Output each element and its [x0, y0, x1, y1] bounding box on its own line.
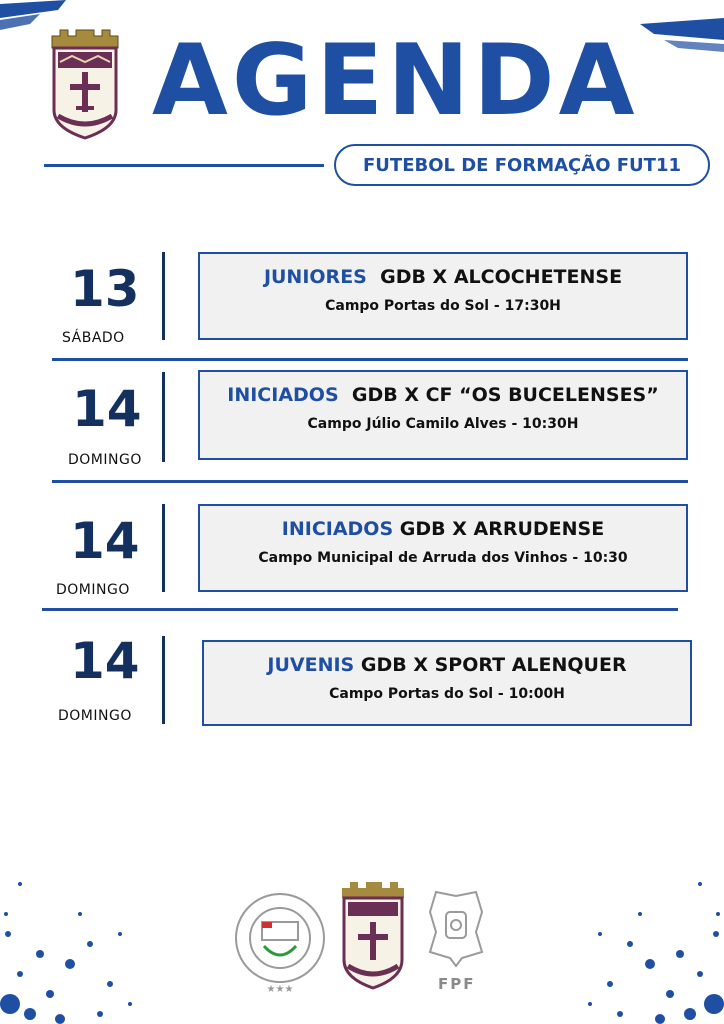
match-day-number: 14	[70, 512, 140, 570]
match-title	[200, 266, 686, 288]
row-vertical-divider	[162, 372, 165, 462]
match-title	[200, 384, 686, 406]
brush-stroke-top-right	[634, 18, 724, 54]
match-venue: Campo Municipal de Arruda dos Vinhos - 10:30	[258, 550, 628, 566]
match-fixture: GDB X ALCOCHETENSE	[380, 266, 623, 288]
match-venue: Campo Portas do Sol - 17:30H	[325, 298, 561, 314]
match-day-number: 14	[72, 380, 142, 438]
header-divider	[44, 164, 324, 167]
fpf-label: FPF	[438, 975, 476, 993]
match-weekday: SÁBADO	[62, 330, 125, 346]
match-row	[0, 632, 724, 736]
match-fixture: GDB X SPORT ALENQUER	[360, 654, 627, 676]
match-row	[0, 504, 724, 608]
match-weekday: DOMINGO	[68, 452, 142, 468]
match-title	[200, 518, 686, 540]
club-crest-icon	[46, 28, 124, 140]
page-title: AGENDA	[152, 24, 639, 138]
certification-seal-icon	[236, 894, 324, 995]
match-weekday: DOMINGO	[58, 708, 132, 724]
match-card	[198, 252, 688, 340]
subtitle-badge: FUTEBOL DE FORMAÇÃO FUT11	[334, 144, 710, 186]
match-category: INICIADOS	[227, 384, 339, 406]
row-horizontal-divider	[52, 358, 688, 361]
row-vertical-divider	[162, 504, 165, 592]
match-card	[198, 504, 688, 592]
match-fixture: GDB X ARRUDENSE	[399, 518, 605, 540]
row-horizontal-divider	[42, 608, 678, 611]
match-category: JUVENIS	[267, 654, 355, 676]
svg-text:★★★: ★★★	[266, 984, 294, 995]
match-row	[0, 370, 724, 476]
match-fixture: GDB X CF “OS BUCELENSES”	[351, 384, 659, 406]
fpf-crest-icon	[430, 892, 482, 966]
match-weekday: DOMINGO	[56, 582, 130, 598]
row-vertical-divider	[162, 252, 165, 340]
row-vertical-divider	[162, 636, 165, 724]
match-venue: Campo Portas do Sol - 10:00H	[329, 686, 565, 702]
match-card	[198, 370, 688, 460]
match-venue: Campo Júlio Camilo Alves - 10:30H	[307, 416, 579, 432]
match-category: INICIADOS	[281, 518, 394, 540]
match-day-number: 14	[70, 632, 140, 690]
match-category: JUNIORES	[263, 266, 367, 288]
match-day-number: 13	[70, 260, 140, 318]
match-row	[0, 252, 724, 358]
row-horizontal-divider	[52, 480, 688, 483]
match-title	[204, 654, 690, 676]
match-card	[202, 640, 692, 726]
club-crest-icon	[342, 882, 404, 988]
